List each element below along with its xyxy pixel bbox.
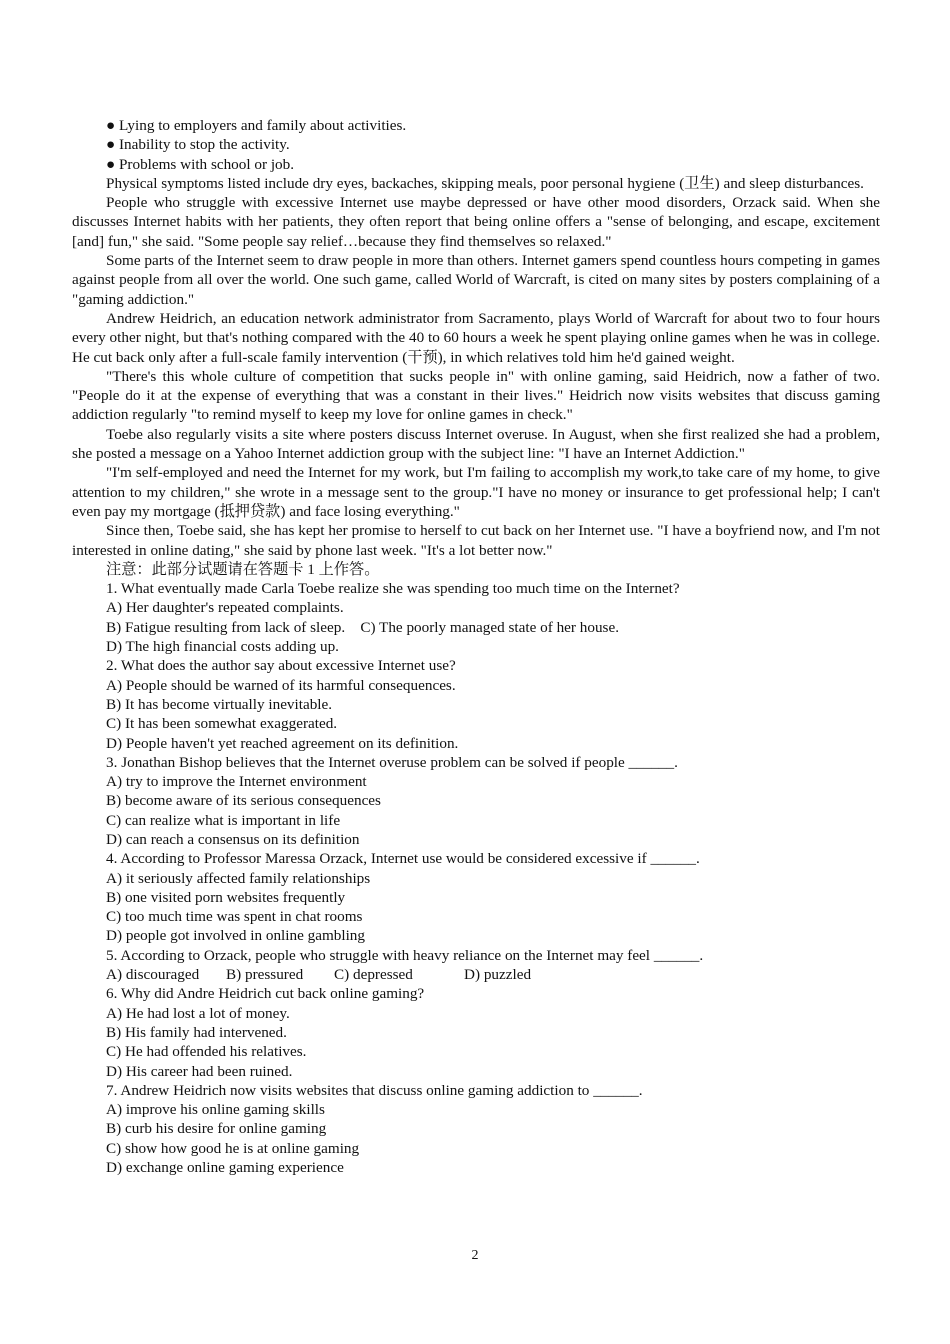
paragraph: Toebe also regularly visits a site where posters discuss Internet overuse. In August, when she first realized she had a problem, she posted a message on a Yahoo Internet addiction group with the subject line: "I have an Internet Addiction." (72, 425, 880, 463)
page-number: 2 (471, 1248, 479, 1263)
question-stem: 1. What eventually made Carla Toebe realize she was spending too much time on the Internet? (106, 580, 680, 598)
paragraph: Physical symptoms listed include dry eyes, backaches, skipping meals, poor personal hygiene (卫生) and sleep disturbances. (106, 174, 864, 192)
answer-option: D) His career had been ruined. (106, 1062, 293, 1080)
answer-option: B) His family had intervened. (106, 1023, 287, 1041)
answer-option: D) people got involved in online gambling (106, 927, 365, 945)
answer-option: B) curb his desire for online gaming (106, 1120, 327, 1138)
paragraph: Andrew Heidrich, an education network administrator from Sacramento, plays World of Warcraft for about two to four hours every other night, but that's nothing compared with the 40 to 60 hours a week he spent playing online games when he was in college. He cut back only after a full-scale family intervention (干预), in which relatives told him he'd gained weight. (72, 309, 880, 366)
answer-option: A) discouraged (106, 966, 200, 984)
answer-option: B) one visited porn websites frequently (106, 888, 346, 906)
answer-option: B) It has become virtually inevitable. (106, 695, 333, 713)
answer-option: D) exchange online gaming experience (106, 1159, 344, 1177)
answer-option: C) show how good he is at online gaming (106, 1139, 360, 1157)
question-stem: 6. Why did Andre Heidrich cut back online gaming? (106, 985, 425, 1003)
paragraph: "There's this whole culture of competition that sucks people in" with online gaming, said Heidrich, now a father of two. "People do it at the expense of everything that was a constant in their lives." Heidrich now visits websites that discuss gaming addiction regularly "to remind myself to keep my love for online games in check." (72, 367, 880, 424)
answer-option: B) become aware of its serious consequences (106, 792, 381, 810)
answer-option: B) Fatigue resulting from lack of sleep. C) The poorly managed state of her house. (106, 618, 620, 636)
answer-option: C) It has been somewhat exaggerated. (106, 715, 338, 733)
answer-option: C) can realize what is important in life (106, 811, 341, 829)
answer-options-row (72, 965, 880, 984)
answer-option: C) depressed (334, 966, 413, 984)
bullet-item: ● Inability to stop the activity. (106, 136, 290, 154)
answer-option: C) too much time was spent in chat rooms (106, 908, 363, 926)
answer-sheet-note: 注意：此部分试题请在答题卡 1 上作答。 (106, 560, 380, 578)
answer-option: A) try to improve the Internet environment (106, 773, 367, 791)
question-stem: 2. What does the author say about excessive Internet use? (106, 657, 456, 675)
paragraph: People who struggle with excessive Internet use maybe depressed or have other mood disorders, Orzack said. When she discusses Internet habits with her patients, they often report that being online offers a "sense of belonging, and escape, excitement [and] fun," she said. "Some people say relief…because they find themselves so relaxed." (72, 194, 880, 250)
question-stem: 7. Andrew Heidrich now visits websites that discuss online gaming addiction to ______. (106, 1081, 643, 1099)
question-stem: 4. According to Professor Maressa Orzack, Internet use would be considered excessive if ______. (106, 850, 700, 868)
question-stem: 5. According to Orzack, people who struggle with heavy reliance on the Internet may feel ______. (106, 946, 704, 964)
document-body (72, 116, 880, 1177)
answer-option: A) Her daughter's repeated complaints. (106, 599, 344, 617)
bullet-item: ● Lying to employers and family about activities. (106, 117, 407, 134)
answer-option: A) People should be warned of its harmful consequences. (106, 676, 456, 694)
answer-option: D) People haven't yet reached agreement on its definition. (106, 734, 459, 752)
paragraph: Some parts of the Internet seem to draw people in more than others. Internet gamers spend countless hours competing in games against people from all over the world. One such game, called World of Warcraft, is cited on many sites by posters complaining of a "gaming addiction." (72, 252, 880, 308)
answer-option: D) puzzled (464, 966, 532, 984)
paragraph: "I'm self-employed and need the Internet for my work, but I'm failing to accomplish my work,to take care of my home, to give attention to my children," she wrote in a message sent to the group."I have no money or insurance to get professional help; I can't even pay my mortgage (抵押贷款) and face losing everything." (72, 464, 880, 520)
bullet-item: ● Problems with school or job. (106, 155, 295, 173)
answer-option: A) He had lost a lot of money. (106, 1004, 290, 1022)
answer-option: D) can reach a consensus on its definition (106, 830, 360, 848)
answer-option: C) He had offended his relatives. (106, 1043, 307, 1061)
question-stem: 3. Jonathan Bishop believes that the Internet overuse problem can be solved if people ______. (106, 753, 678, 771)
answer-option: D) The high financial costs adding up. (106, 638, 339, 656)
answer-option: A) it seriously affected family relationships (106, 869, 371, 887)
answer-option: B) pressured (226, 966, 304, 984)
paragraph: Since then, Toebe said, she has kept her promise to herself to cut back on her Internet use. "I have a boyfriend now, and I'm not interested in online dating," she said by phone last week. "It's a lot better now." (72, 522, 880, 559)
answer-option: A) improve his online gaming skills (106, 1101, 325, 1119)
